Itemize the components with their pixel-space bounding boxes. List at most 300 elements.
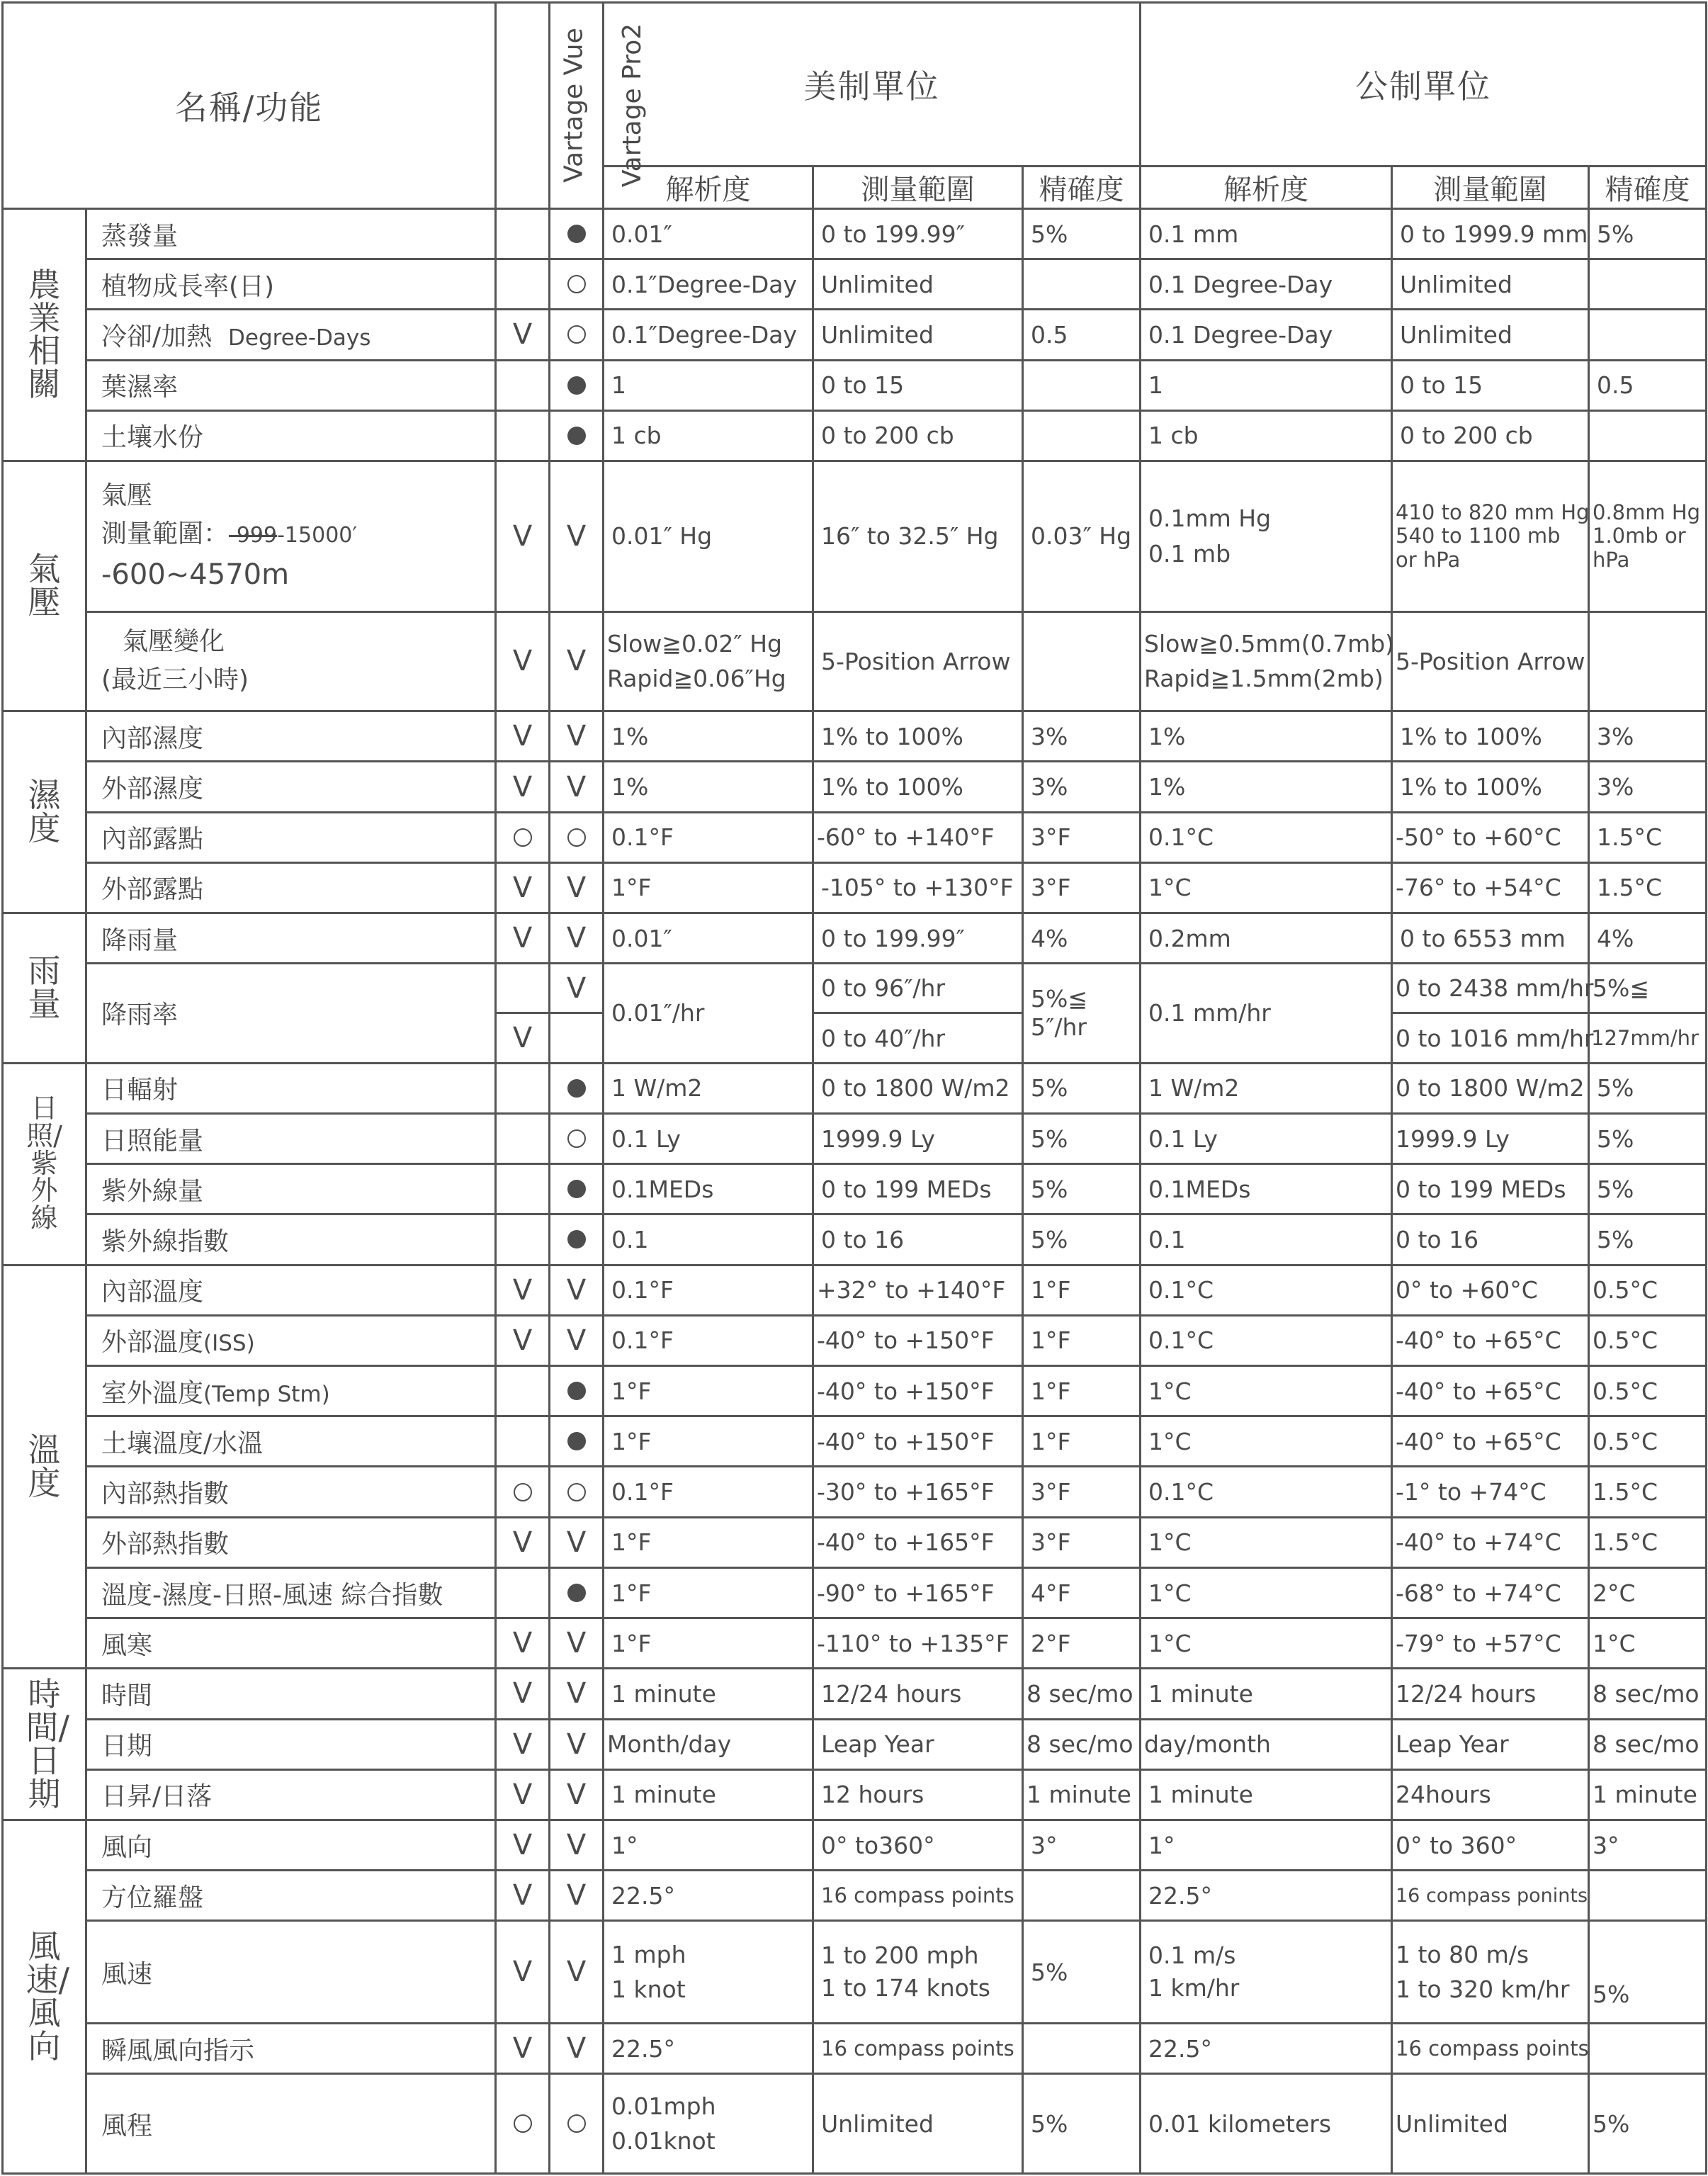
metric-accuracy: 5% <box>1589 1921 1707 2023</box>
us-range: 0 to 200 cb <box>813 410 1023 461</box>
table-row <box>3 2023 1707 2073</box>
us-resolution: 22.5° <box>604 1871 813 1921</box>
metric-range: -68° to +74°C <box>1392 1567 1589 1618</box>
us-range: 1% to 100% <box>813 762 1023 812</box>
table-row <box>3 611 1707 711</box>
filled-circle-icon <box>567 1230 586 1248</box>
header-vue-label: Vartage Vue <box>559 28 589 184</box>
feature-name: 降雨量 <box>86 913 496 964</box>
us-resolution: 0.1°F <box>604 812 813 862</box>
metric-resolution: 1°C <box>1141 862 1392 913</box>
us-range: -60° to +140°F <box>813 812 1023 862</box>
vue-mark <box>496 1164 550 1214</box>
feature-name: 植物成長率(日) <box>86 259 496 310</box>
us-resolution: 1 W/m2 <box>604 1063 813 1113</box>
us-range: -30° to +165°F <box>813 1467 1023 1517</box>
metric-resolution: 1°C <box>1141 1366 1392 1416</box>
category-solar-uv: 日照/紫外線 <box>3 1063 86 1265</box>
header-us-range: 測量範圍 <box>813 166 1023 208</box>
header-metric-accuracy: 精確度 <box>1589 166 1707 208</box>
feature-name: 葉濕率 <box>86 360 496 410</box>
vue-mark: V <box>496 1618 550 1669</box>
us-range: 1999.9 Ly <box>813 1113 1023 1163</box>
us-range: Unlimited <box>813 259 1023 310</box>
pro2-mark <box>550 1214 604 1265</box>
metric-resolution: 0.1mm Hg 0.1 mb <box>1141 461 1392 612</box>
us-resolution: 0.1″Degree-Day <box>604 310 813 360</box>
metric-accuracy: 0.5°C <box>1589 1315 1707 1365</box>
us-range: 0 to 16 <box>813 1214 1023 1265</box>
us-accuracy: 5% <box>1023 1214 1141 1265</box>
filled-circle-icon <box>567 427 586 445</box>
metric-resolution: 0.2mm <box>1141 913 1392 964</box>
us-range: 0 to 96″/hr <box>813 964 1023 1013</box>
vue-mark <box>496 1214 550 1265</box>
metric-accuracy: 1°C <box>1589 1618 1707 1669</box>
feature-name: 日昇/日落 <box>86 1769 496 1820</box>
metric-accuracy <box>1589 611 1707 711</box>
us-accuracy: 5% <box>1023 208 1141 259</box>
pro2-mark: V <box>550 1921 604 2023</box>
metric-resolution: 1°C <box>1141 1416 1392 1467</box>
feature-name: 氣壓變化 (最近三小時) <box>86 611 496 711</box>
filled-circle-icon <box>567 225 586 243</box>
table-row <box>3 1265 1707 1315</box>
us-resolution: Month/day <box>604 1719 813 1769</box>
metric-range: 0 to 199 MEDs <box>1392 1164 1589 1214</box>
feature-name: 外部熱指數 <box>86 1517 496 1567</box>
feature-name: 風寒 <box>86 1618 496 1669</box>
table-row <box>3 1567 1707 1618</box>
metric-range: 0 to 200 cb <box>1392 410 1589 461</box>
us-range: 0 to 15 <box>813 360 1023 410</box>
metric-resolution: 0.1 mm <box>1141 208 1392 259</box>
vue-mark: V <box>496 1265 550 1315</box>
us-range: -40° to +150°F <box>813 1416 1023 1467</box>
filled-circle-icon <box>567 1584 586 1602</box>
us-resolution: 1% <box>604 711 813 762</box>
us-range: 0 to 1800 W/m2 <box>813 1063 1023 1113</box>
us-range: -90° to +165°F <box>813 1567 1023 1618</box>
metric-accuracy: 5% <box>1589 208 1707 259</box>
pro2-mark: V <box>550 611 604 711</box>
header-metric-units: 公制單位 <box>1141 3 1707 167</box>
pro2-mark <box>550 1467 604 1517</box>
header-pro2-label: Vartage Pro2 <box>618 23 647 188</box>
table-row <box>3 2074 1707 2174</box>
metric-resolution: 0.1 Degree-Day <box>1141 310 1392 360</box>
pro2-mark: V <box>550 1820 604 1870</box>
open-circle-icon <box>567 1483 586 1501</box>
us-accuracy <box>1023 360 1141 410</box>
us-accuracy <box>1023 611 1141 711</box>
metric-accuracy: 8 sec/mo <box>1589 1719 1707 1769</box>
table-row <box>3 1820 1707 1870</box>
us-resolution: 0.1 <box>604 1214 813 1265</box>
us-accuracy: 3°F <box>1023 1467 1141 1517</box>
vue-mark: V <box>496 1013 550 1063</box>
us-accuracy: 3°F <box>1023 1517 1141 1567</box>
us-resolution: 1°F <box>604 1517 813 1567</box>
feature-name: 冷卻/加熱 Degree-Days <box>86 310 496 360</box>
metric-accuracy: 5% <box>1589 2074 1707 2174</box>
us-resolution: 1 minute <box>604 1669 813 1719</box>
us-resolution: 0.1°F <box>604 1467 813 1517</box>
feature-name: 紫外線量 <box>86 1164 496 1214</box>
metric-range: 0° to 360° <box>1392 1820 1589 1870</box>
pro2-mark: V <box>550 913 604 964</box>
metric-resolution: 1°C <box>1141 1618 1392 1669</box>
feature-name: 方位羅盤 <box>86 1871 496 1921</box>
feature-name: 室外溫度(Temp Stm) <box>86 1366 496 1416</box>
header-name-function: 名稱/功能 <box>3 3 496 209</box>
us-range: 12/24 hours <box>813 1669 1023 1719</box>
feature-name: 溫度-濕度-日照-風速 綜合指數 <box>86 1567 496 1618</box>
open-circle-icon <box>567 2114 586 2133</box>
metric-range: -76° to +54°C <box>1392 862 1589 913</box>
feature-name: 風速 <box>86 1921 496 2023</box>
us-range: 1% to 100% <box>813 711 1023 762</box>
metric-accuracy <box>1589 1871 1707 1921</box>
us-resolution: 1 minute <box>604 1769 813 1820</box>
vue-mark <box>496 964 550 1013</box>
metric-accuracy: 1.5°C <box>1589 1517 1707 1567</box>
pro2-mark: V <box>550 1315 604 1365</box>
feature-name: 內部露點 <box>86 812 496 862</box>
pro2-mark: V <box>550 1618 604 1669</box>
table-row <box>3 1315 1707 1365</box>
open-circle-icon <box>567 275 586 293</box>
open-circle-icon <box>567 1129 586 1148</box>
category-humidity: 濕度 <box>3 711 86 913</box>
metric-accuracy: 0.8mm Hg 1.0mb or hPa <box>1589 461 1707 612</box>
us-accuracy: 0.03″ Hg <box>1023 461 1141 612</box>
filled-circle-icon <box>567 1382 586 1400</box>
feature-name: 日照能量 <box>86 1113 496 1163</box>
us-resolution: 0.01″ <box>604 208 813 259</box>
us-resolution: 1° <box>604 1820 813 1870</box>
open-circle-icon <box>567 325 586 344</box>
metric-resolution: 1 minute <box>1141 1769 1392 1820</box>
category-pressure: 氣壓 <box>3 461 86 711</box>
us-accuracy: 3° <box>1023 1820 1141 1870</box>
us-accuracy: 8 sec/mo <box>1023 1719 1141 1769</box>
us-range: -110° to +135°F <box>813 1618 1023 1669</box>
metric-range: Leap Year <box>1392 1719 1589 1769</box>
metric-range: 1999.9 Ly <box>1392 1113 1589 1163</box>
feature-name: 降雨率 <box>86 964 496 1063</box>
us-accuracy <box>1023 410 1141 461</box>
vue-mark: V <box>496 1669 550 1719</box>
metric-range: 0 to 1999.9 mm <box>1392 208 1589 259</box>
metric-range: 0° to +60°C <box>1392 1265 1589 1315</box>
metric-range: 16 compass points <box>1392 2023 1589 2073</box>
metric-accuracy: 1.5°C <box>1589 862 1707 913</box>
us-accuracy: 1°F <box>1023 1366 1141 1416</box>
us-resolution: 1°F <box>604 1618 813 1669</box>
us-accuracy: 5%≦ 5″/hr <box>1023 964 1141 1063</box>
filled-circle-icon <box>567 376 586 395</box>
metric-range: -40° to +65°C <box>1392 1366 1589 1416</box>
us-accuracy: 8 sec/mo <box>1023 1669 1141 1719</box>
us-resolution: 0.01″ <box>604 913 813 964</box>
pro2-mark <box>550 1366 604 1416</box>
table-row <box>3 1164 1707 1214</box>
metric-range: -40° to +65°C <box>1392 1416 1589 1467</box>
vue-mark: V <box>496 711 550 762</box>
table-row <box>3 208 1707 259</box>
us-range: -40° to +150°F <box>813 1366 1023 1416</box>
metric-range: 0 to 2438 mm/hr <box>1392 964 1589 1013</box>
vue-mark <box>496 1366 550 1416</box>
metric-range: -79° to +57°C <box>1392 1618 1589 1669</box>
table-row <box>3 1416 1707 1467</box>
us-range: 0° to360° <box>813 1820 1023 1870</box>
us-range: +32° to +140°F <box>813 1265 1023 1315</box>
us-range: 16″ to 32.5″ Hg <box>813 461 1023 612</box>
metric-range: 0 to 1016 mm/hr <box>1392 1013 1589 1063</box>
us-accuracy: 2°F <box>1023 1618 1141 1669</box>
pro2-mark <box>550 1013 604 1063</box>
us-resolution: Slow≧0.02″ Hg Rapid≧0.06″Hg <box>604 611 813 711</box>
us-range: Unlimited <box>813 310 1023 360</box>
metric-accuracy: 0.5°C <box>1589 1366 1707 1416</box>
metric-accuracy: 3% <box>1589 762 1707 812</box>
metric-range: 5-Position Arrow <box>1392 611 1589 711</box>
feature-name: 外部露點 <box>86 862 496 913</box>
us-range: 1 to 200 mph 1 to 174 knots <box>813 1921 1023 2023</box>
table-row <box>3 1719 1707 1769</box>
metric-range: 0 to 1800 W/m2 <box>1392 1063 1589 1113</box>
metric-resolution: Slow≧0.5mm(0.7mb) Rapid≧1.5mm(2mb) <box>1141 611 1392 711</box>
us-range: 0 to 199.99″ <box>813 208 1023 259</box>
table-row <box>3 1517 1707 1567</box>
metric-accuracy: 3% <box>1589 711 1707 762</box>
category-agriculture: 農業相關 <box>3 208 86 461</box>
metric-resolution: 1% <box>1141 711 1392 762</box>
feature-name: 日期 <box>86 1719 496 1769</box>
metric-accuracy: 0.5°C <box>1589 1265 1707 1315</box>
pro2-mark <box>550 1416 604 1467</box>
metric-accuracy: 5% <box>1589 1164 1707 1214</box>
metric-resolution: 1 W/m2 <box>1141 1063 1392 1113</box>
table-row <box>3 259 1707 310</box>
pro2-mark <box>550 1063 604 1113</box>
metric-accuracy: 0.5°C <box>1589 1416 1707 1467</box>
metric-resolution: 0.1 mm/hr <box>1141 964 1392 1063</box>
us-resolution: 0.1″Degree-Day <box>604 259 813 310</box>
feature-name: 風向 <box>86 1820 496 1870</box>
feature-name: 土壤水份 <box>86 410 496 461</box>
pro2-mark <box>550 1567 604 1618</box>
metric-range: 12/24 hours <box>1392 1669 1589 1719</box>
metric-range: Unlimited <box>1392 310 1589 360</box>
us-resolution: 22.5° <box>604 2023 813 2073</box>
feature-name: 紫外線指數 <box>86 1214 496 1265</box>
us-accuracy: 0.5 <box>1023 310 1141 360</box>
table-row <box>3 310 1707 360</box>
feature-name: 瞬風風向指示 <box>86 2023 496 2073</box>
spec-table <box>1 1 1707 2175</box>
header-vantage-vue <box>496 3 589 209</box>
category-wind: 風速/風向 <box>3 1820 86 2173</box>
pro2-mark: V <box>550 1719 604 1769</box>
filled-circle-icon <box>567 1432 586 1450</box>
pro2-mark <box>550 208 604 259</box>
us-accuracy: 1°F <box>1023 1265 1141 1315</box>
metric-range: 1% to 100% <box>1392 711 1589 762</box>
open-circle-icon <box>514 828 532 847</box>
table-row <box>3 711 1707 762</box>
metric-accuracy <box>1589 2023 1707 2073</box>
table-row <box>3 1871 1707 1921</box>
us-resolution: 1°F <box>604 862 813 913</box>
us-resolution: 1% <box>604 762 813 812</box>
metric-range: 16 compass ponints <box>1392 1871 1589 1921</box>
pro2-mark <box>550 2074 604 2174</box>
metric-accuracy: 8 sec/mo <box>1589 1669 1707 1719</box>
metric-resolution: 0.1MEDs <box>1141 1164 1392 1214</box>
pro2-mark: V <box>550 1517 604 1567</box>
vue-mark: V <box>496 310 550 360</box>
vue-mark <box>496 812 550 862</box>
vue-mark: V <box>496 1820 550 1870</box>
us-accuracy: 5% <box>1023 2074 1141 2174</box>
header-metric-range: 測量範圍 <box>1392 166 1589 208</box>
metric-resolution: day/month <box>1141 1719 1392 1769</box>
table-row <box>3 1214 1707 1265</box>
metric-resolution: 22.5° <box>1141 1871 1392 1921</box>
metric-resolution: 0.1 <box>1141 1214 1392 1265</box>
us-resolution: 1 mph 1 knot <box>604 1921 813 2023</box>
table-row <box>3 913 1707 964</box>
us-accuracy: 5% <box>1023 1921 1141 2023</box>
us-accuracy <box>1023 2023 1141 2073</box>
table-row <box>3 1467 1707 1517</box>
metric-accuracy <box>1589 259 1707 310</box>
pro2-mark: V <box>550 711 604 762</box>
us-range: -40° to +150°F <box>813 1315 1023 1365</box>
table-row <box>3 1618 1707 1669</box>
pro2-mark: V <box>550 1669 604 1719</box>
metric-resolution: 0.1 m/s 1 km/hr <box>1141 1921 1392 2023</box>
metric-resolution: 1° <box>1141 1820 1392 1870</box>
metric-range: 410 to 820 mm Hg 540 to 1100 mb or hPa <box>1392 461 1589 612</box>
vue-mark: V <box>496 1769 550 1820</box>
open-circle-icon <box>567 828 586 847</box>
feature-name: 內部熱指數 <box>86 1467 496 1517</box>
metric-resolution: 0.1°C <box>1141 1467 1392 1517</box>
feature-name: 氣壓 測量範圍：-999-15000′ -600~4570m <box>86 461 496 612</box>
header-us-resolution: 解析度 <box>604 166 813 208</box>
us-resolution: 1°F <box>604 1416 813 1467</box>
category-rain: 雨量 <box>3 913 86 1064</box>
vue-mark: V <box>496 762 550 812</box>
metric-accuracy: 3° <box>1589 1820 1707 1870</box>
metric-accuracy: 5% <box>1589 1113 1707 1163</box>
metric-accuracy: 5% <box>1589 1214 1707 1265</box>
open-circle-icon <box>514 2114 532 2133</box>
feature-name: 土壤溫度/水溫 <box>86 1416 496 1467</box>
vue-mark: V <box>496 2023 550 2073</box>
vue-mark <box>496 1416 550 1467</box>
table-row <box>3 964 1707 1013</box>
metric-resolution: 0.1°C <box>1141 1315 1392 1365</box>
filled-circle-icon <box>567 1180 586 1198</box>
vue-mark: V <box>496 862 550 913</box>
metric-resolution: 0.1 Degree-Day <box>1141 259 1392 310</box>
pro2-mark <box>550 812 604 862</box>
vue-mark <box>496 259 550 310</box>
table-row <box>3 1669 1707 1719</box>
vue-mark <box>496 1467 550 1517</box>
pro2-mark: V <box>550 1769 604 1820</box>
metric-range: Unlimited <box>1392 2074 1589 2174</box>
pro2-mark <box>550 1164 604 1214</box>
pro2-mark <box>550 360 604 410</box>
metric-range: -1° to +74°C <box>1392 1467 1589 1517</box>
vue-mark: V <box>496 913 550 964</box>
table-row <box>3 410 1707 461</box>
filled-circle-icon <box>567 1079 586 1098</box>
us-resolution: 0.1°F <box>604 1315 813 1365</box>
pro2-mark: V <box>550 762 604 812</box>
metric-range: Unlimited <box>1392 259 1589 310</box>
feature-name: 內部濕度 <box>86 711 496 762</box>
vue-mark: V <box>496 1871 550 1921</box>
metric-accuracy: 2°C <box>1589 1567 1707 1618</box>
metric-resolution: 0.01 kilometers <box>1141 2074 1392 2174</box>
us-range: 0 to 40″/hr <box>813 1013 1023 1063</box>
us-resolution: 0.01″/hr <box>604 964 813 1063</box>
us-accuracy: 3°F <box>1023 812 1141 862</box>
metric-accuracy: 127mm/hr <box>1589 1013 1707 1063</box>
us-accuracy: 4°F <box>1023 1567 1141 1618</box>
pro2-mark: V <box>550 2023 604 2073</box>
us-accuracy: 1°F <box>1023 1416 1141 1467</box>
vue-mark <box>496 2074 550 2174</box>
metric-accuracy: 1.5°C <box>1589 812 1707 862</box>
vue-mark <box>496 208 550 259</box>
feature-name: 時間 <box>86 1669 496 1719</box>
header-metric-resolution: 解析度 <box>1141 166 1392 208</box>
us-range: 0 to 199 MEDs <box>813 1164 1023 1214</box>
metric-range: 1 to 80 m/s 1 to 320 km/hr <box>1392 1921 1589 2023</box>
us-range: -105° to +130°F <box>813 862 1023 913</box>
table-row <box>3 762 1707 812</box>
us-resolution: 0.01mph 0.01knot <box>604 2074 813 2174</box>
us-resolution: 0.01″ Hg <box>604 461 813 612</box>
vue-mark: V <box>496 1315 550 1365</box>
us-accuracy: 3% <box>1023 711 1141 762</box>
open-circle-icon <box>514 1483 532 1501</box>
metric-accuracy: 1 minute <box>1589 1769 1707 1820</box>
vue-mark: V <box>496 1719 550 1769</box>
us-resolution: 0.1MEDs <box>604 1164 813 1214</box>
us-accuracy: 5% <box>1023 1113 1141 1163</box>
pro2-mark: V <box>550 1871 604 1921</box>
pro2-mark: V <box>550 862 604 913</box>
table-row <box>3 1063 1707 1113</box>
vue-mark <box>496 1063 550 1113</box>
metric-accuracy <box>1589 310 1707 360</box>
metric-range: -50° to +60°C <box>1392 812 1589 862</box>
header-us-accuracy: 精確度 <box>1023 166 1141 208</box>
feature-name: 外部濕度 <box>86 762 496 812</box>
table-row <box>3 812 1707 862</box>
pro2-mark: V <box>550 964 604 1013</box>
us-accuracy: 1 minute <box>1023 1769 1141 1820</box>
